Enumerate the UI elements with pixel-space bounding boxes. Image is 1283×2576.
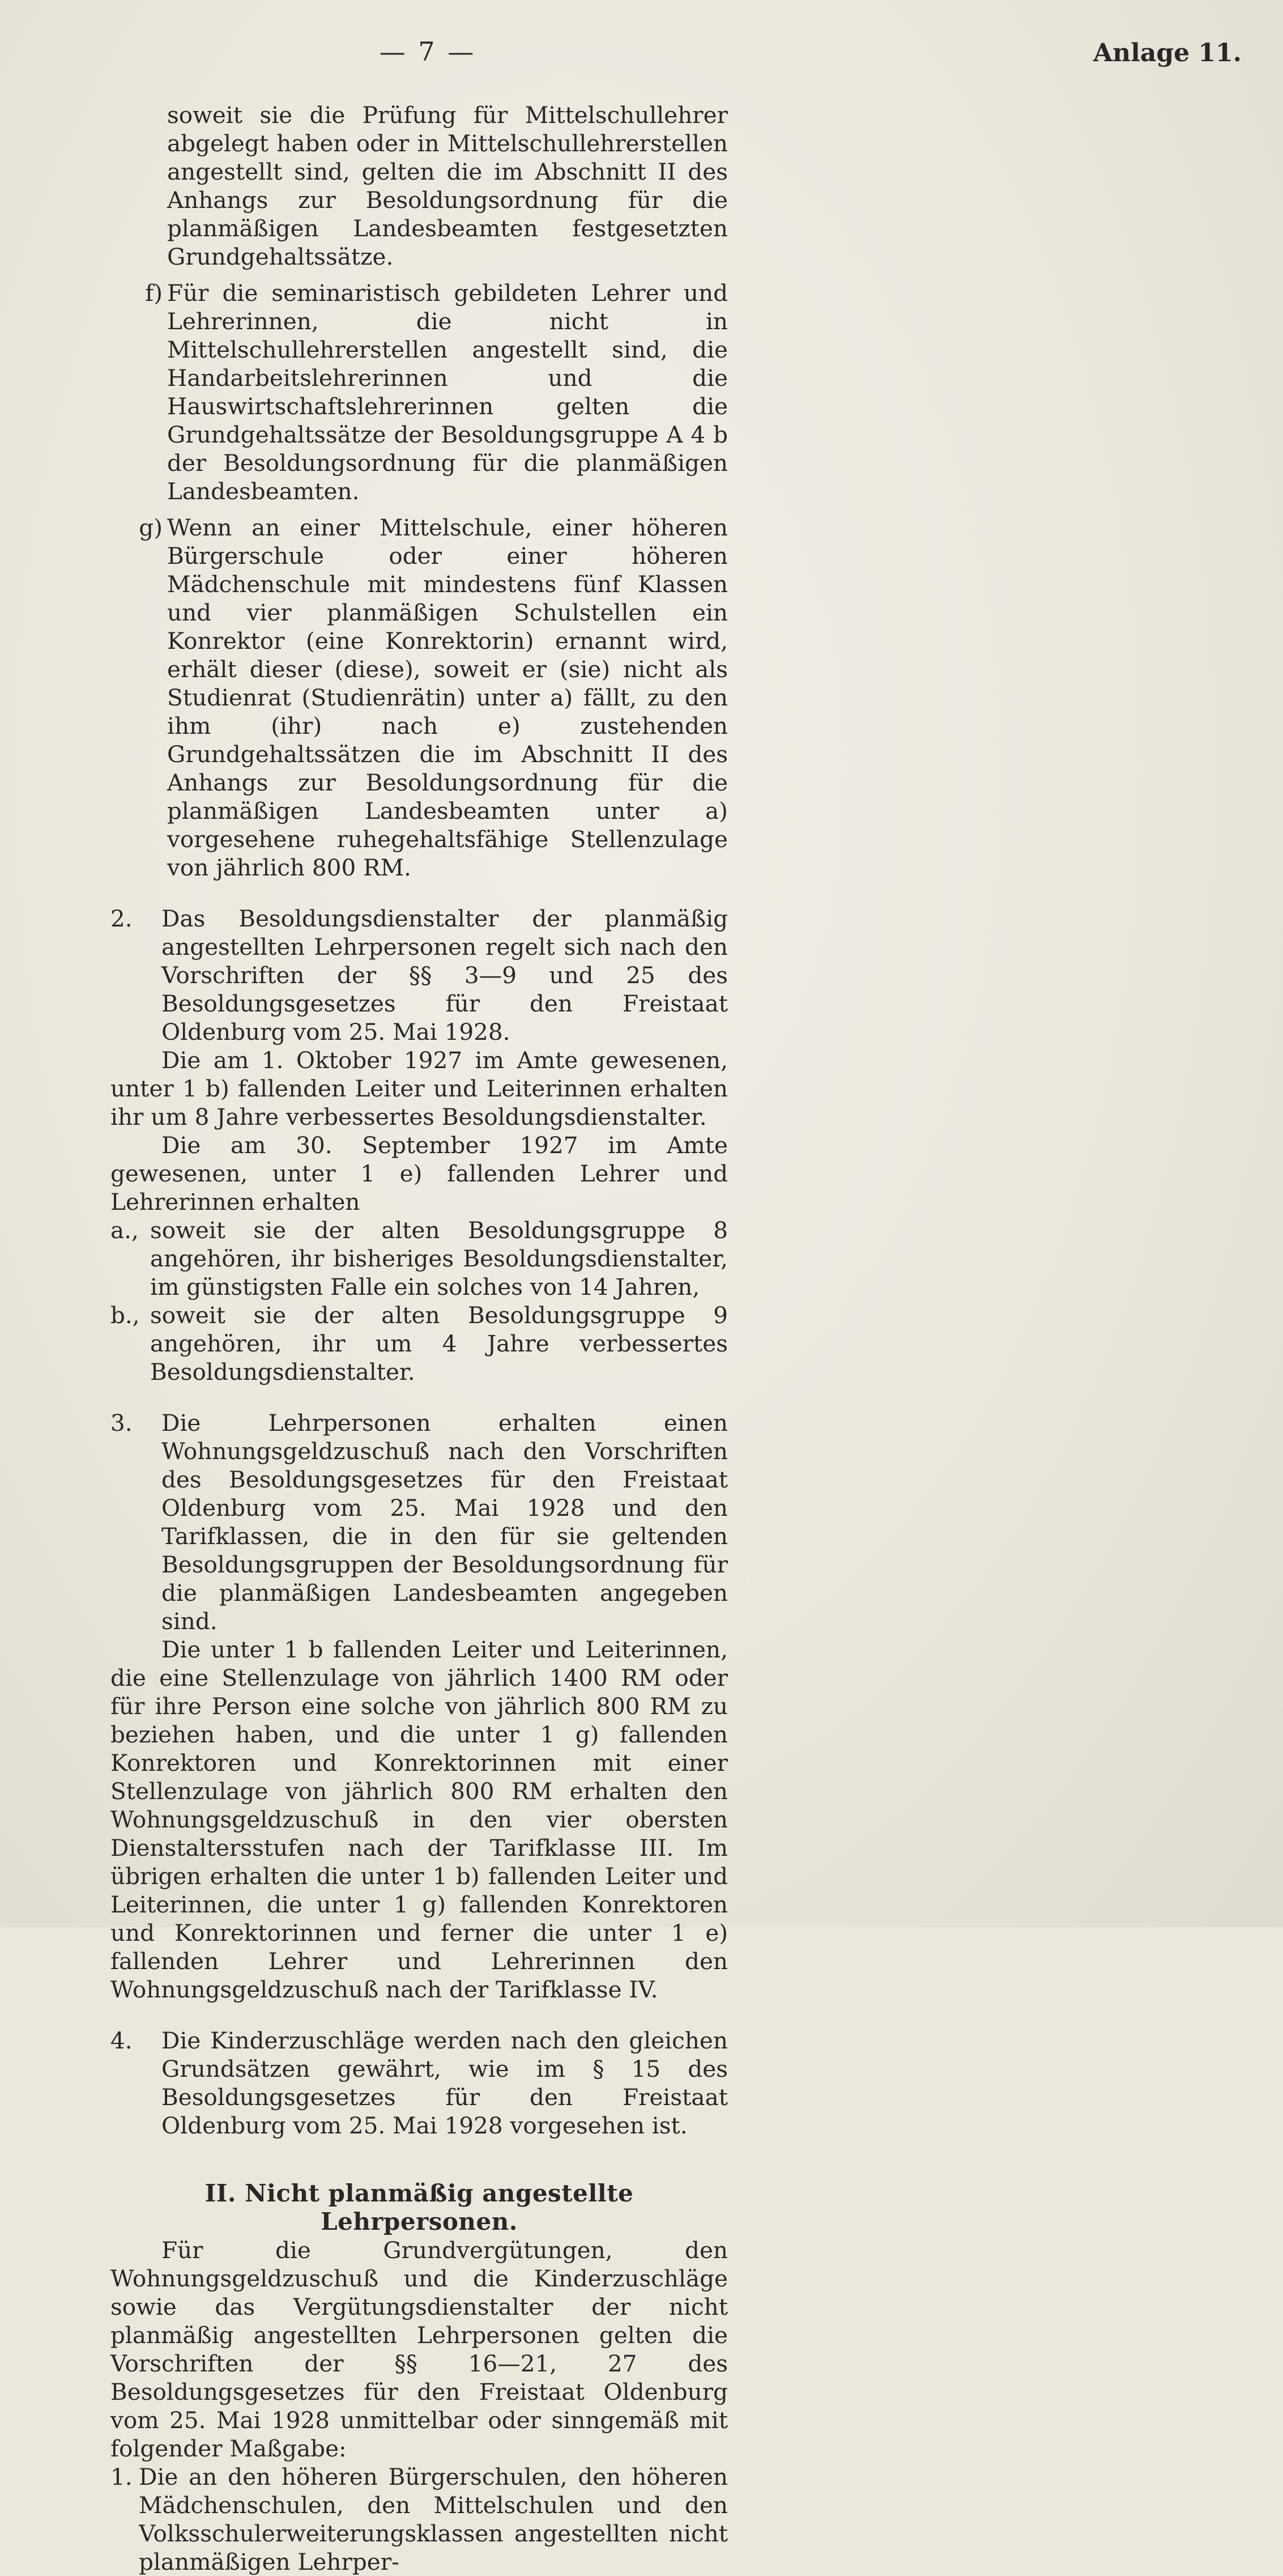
section-number: 4. bbox=[110, 2027, 133, 2054]
page-number: — 7 — bbox=[379, 36, 476, 67]
list-text: soweit sie der alten Besoldungsgruppe 8 angehören, ihr bisheriges Besoldungsdienstalter, im günstigsten Falle ein solches von 14 Jahren, bbox=[150, 1217, 728, 1300]
subitem-g bbox=[110, 513, 728, 882]
section-2 bbox=[110, 904, 728, 1046]
list-mark: b., bbox=[110, 1302, 140, 1329]
section-4 bbox=[110, 2026, 728, 2140]
subitem-mark: f) bbox=[145, 279, 163, 307]
section-text: Das Besoldungsdienstalter der planmäßig angestellten Lehrpersonen regelt sich nach den Vorschriften der §§ 3—9 und 25 des Besoldungsgesetzes für den Freistaat Oldenburg vom 25. Mai 1928. bbox=[161, 905, 728, 1045]
annex-label: Anlage 11. bbox=[1093, 39, 1242, 67]
section-number: 2. bbox=[110, 905, 133, 932]
subitem-text: Für die seminaristisch gebildeten Lehrer und Lehrerinnen, die nicht in Mittelschullehrerstellen angestellt sind, die Handarbeitslehrerinnen und die Hauswirtschaftslehrerinnen gelten die Grundgehaltssätze der Besoldungsgruppe A 4 b der Besoldungsordnung für die planmäßigen Landesbeamten. bbox=[167, 279, 728, 505]
list-item bbox=[110, 2463, 728, 2576]
section-number: 3. bbox=[110, 1409, 133, 1436]
section-3 bbox=[110, 1409, 728, 1635]
list-mark: 1. bbox=[110, 2463, 133, 2490]
subitem-f bbox=[110, 279, 728, 505]
list-mark: a., bbox=[110, 1217, 139, 1244]
paragraph: Die unter 1 b fallenden Leiter und Leiterinnen, die eine Stellenzulage von jährlich 1400 RM oder für ihre Person eine solche von jährlich 800 RM zu beziehen haben, und die unter 1 g) fallenden Konrektoren und Konrektorinnen mit einer Stellenzulage von jährlich 800 RM erhalten den Wohnungsgeldzuschuß in den vier obersten Dienstaltersstufen nach der Tarifklasse III. Im übrigen erhalten die unter 1 b) fallenden Leiter und Leiterinnen, die unter 1 g) fallenden Konrektoren und Konrektorinnen und ferner die unter 1 e) fallenden Lehrer und Lehrerinnen den Wohnungsgeldzuschuß nach der Tarifklasse IV. bbox=[110, 1636, 728, 2003]
list-text: soweit sie der alten Besoldungsgruppe 9 angehören, ihr um 4 Jahre verbessertes Besoldungsdienstalter. bbox=[150, 1302, 728, 1385]
list-item bbox=[110, 1301, 728, 1386]
list-text: Die an den höheren Bürgerschulen, den höheren Mädchenschulen, den Mittelschulen und den Volksschulerweiterungsklassen angestellten nicht planmäßigen Lehrper- bbox=[139, 2463, 728, 2575]
section-text: Die Lehrpersonen erhalten einen Wohnungsgeldzuschuß nach den Vorschriften des Besoldungsgesetzes für den Freistaat Oldenburg vom 25. Mai 1928 und den Tarifklassen, die in den für sie geltenden Besoldungsgruppen der Besoldungsordnung für die planmäßigen Landesbeamten angegeben sind. bbox=[161, 1409, 728, 1635]
list-item bbox=[110, 1216, 728, 1301]
section-text: Die Kinderzuschläge werden nach den gleichen Grundsätzen gewährt, wie im § 15 des Besoldungsgesetzes für den Freistaat Oldenburg vom 25. Mai 1928 vorgesehen ist. bbox=[161, 2027, 728, 2139]
paragraph: Die am 1. Oktober 1927 im Amte gewesenen, unter 1 b) fallenden Leiter und Leiterinnen erhalten ihr um 8 Jahre verbessertes Besoldungsdienstalter. bbox=[110, 1047, 728, 1130]
section-heading: II. Nicht planmäßig angestellte Lehrpersonen. bbox=[204, 2179, 634, 2235]
paragraph: Für die Grundvergütungen, den Wohnungsgeldzuschuß und die Kinderzuschläge sowie das Vergütungsdienstalter der nicht planmäßig angestellten Lehrpersonen gelten die Vorschriften der §§ 16—21, 27 des Besoldungsgesetzes für den Freistaat Oldenburg vom 25. Mai 1928 unmittelbar oder sinngemäß mit folgender Maßgabe: bbox=[110, 2237, 728, 2462]
continuation-paragraph: soweit sie die Prüfung für Mittelschullehrer abgelegt haben oder in Mittelschullehrerstellen angestellt sind, gelten die im Abschnitt II des Anhangs zur Besoldungsordnung für die planmäßigen Landesbeamten festgesetzten Grundgehaltssätze. bbox=[167, 101, 728, 270]
subitem-mark: g) bbox=[139, 514, 163, 541]
document-body bbox=[110, 101, 728, 2576]
paragraph: Die am 30. September 1927 im Amte gewesenen, unter 1 e) fallenden Lehrer und Lehrerinnen erhalten bbox=[110, 1132, 728, 1215]
subitem-text: Wenn an einer Mittelschule, einer höheren Bürgerschule oder einer höheren Mädchenschule mit mindestens fünf Klassen und vier planmäßigen Schulstellen ein Konrektor (eine Konrektorin) ernannt wird, erhält dieser (diese), soweit er (sie) nicht als Studienrat (Studienrätin) unter a) fällt, zu den ihm (ihr) nach e) zustehenden Grundgehaltssätzen die im Abschnitt II des Anhangs zur Besoldungsordnung für die planmäßigen Landesbeamten unter a) vorgesehene ruhegehaltsfähige Stellenzulage von jährlich 800 RM. bbox=[167, 514, 728, 881]
